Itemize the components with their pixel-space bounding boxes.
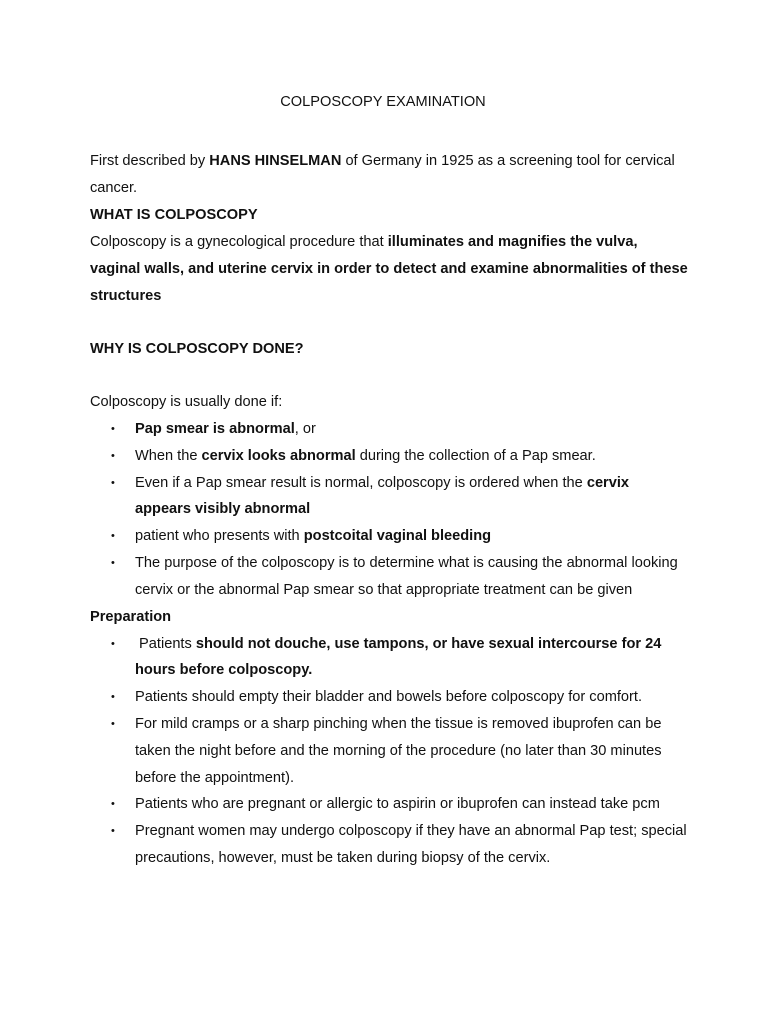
item-bold: should not douche, use tampons, or have sexual intercourse for 24 hours before colposcopy. [135,635,662,679]
prep-list [90,631,688,872]
list-item [90,416,688,443]
item-bold: Pap smear is abnormal [135,421,295,437]
intro-name: HANS HINSELMAN [209,153,342,169]
list-item [90,631,688,685]
why-heading: WHY IS COLPOSCOPY DONE? [90,341,304,357]
document-title: COLPOSCOPY EXAMINATION [280,94,486,110]
prep-heading: Preparation [90,608,172,625]
list-item [90,711,688,791]
bullet-icon: • [111,423,115,435]
bullet-icon: • [111,449,115,462]
item-text: Pregnant women may undergo colposcopy if they have an abnormal Pap test; special precautions, however, must be taken during biopsy of the cervix. [135,823,687,866]
list-item [90,470,688,524]
why-lead: Colposcopy is usually done if: [90,394,283,410]
list-item [90,684,688,711]
intro-pre: First described by [90,153,210,169]
item-text: For mild cramps or a sharp pinching when the tissue is removed ibuprofen can be taken the night before and the morning of the procedure (no later than 30 minutes before the appointment). [135,715,662,786]
bullet-icon: • [111,717,115,730]
bullet-icon: • [111,556,115,569]
intro-paragraph [90,148,688,202]
what-pre: Colposcopy is a gynecological procedure that [90,234,388,250]
item-text: , or [294,421,316,437]
item-text: Even if a Pap smear result is normal, colposcopy is ordered when the [135,474,587,491]
item-text: The purpose of the colposcopy is to determine what is causing the abnormal looking cervix or the abnormal Pap smear so that appropriate treatment can be given [135,554,678,598]
item-text: Patients [135,635,196,652]
what-heading: WHAT IS COLPOSCOPY [90,207,258,223]
list-item [90,550,688,604]
bullet-icon: • [111,530,115,543]
item-bold: postcoital vaginal bleeding [303,528,492,545]
item-bold: cervix looks abnormal [201,447,356,464]
bullet-icon: • [111,798,115,811]
list-item [90,443,688,470]
bullet-icon: • [111,637,115,650]
what-bold: illuminates and magnifies the vulva, vaginal walls, and uterine cervix in order to detect and examine abnormalities of these structures [90,234,688,304]
bullet-icon: • [111,691,115,704]
item-text: Patients should empty their bladder and bowels before colposcopy for comfort. [135,689,643,706]
intro-post: of Germany in 1925 as a screening tool for cervical cancer. [90,153,675,196]
bullet-icon: • [111,476,115,489]
bullet-icon: • [111,825,115,838]
list-item [90,791,688,818]
item-text: When the [135,447,202,464]
item-bold: cervix appears visibly abnormal [135,474,630,518]
list-item [90,523,688,550]
item-text: Patients who are pregnant or allergic to aspirin or ibuprofen can instead take pcm [135,796,660,813]
item-text: during the collection of a Pap smear. [355,447,596,464]
item-text: patient who presents with [135,528,304,545]
list-item [90,818,688,872]
what-paragraph [90,229,688,310]
why-list [90,416,688,604]
